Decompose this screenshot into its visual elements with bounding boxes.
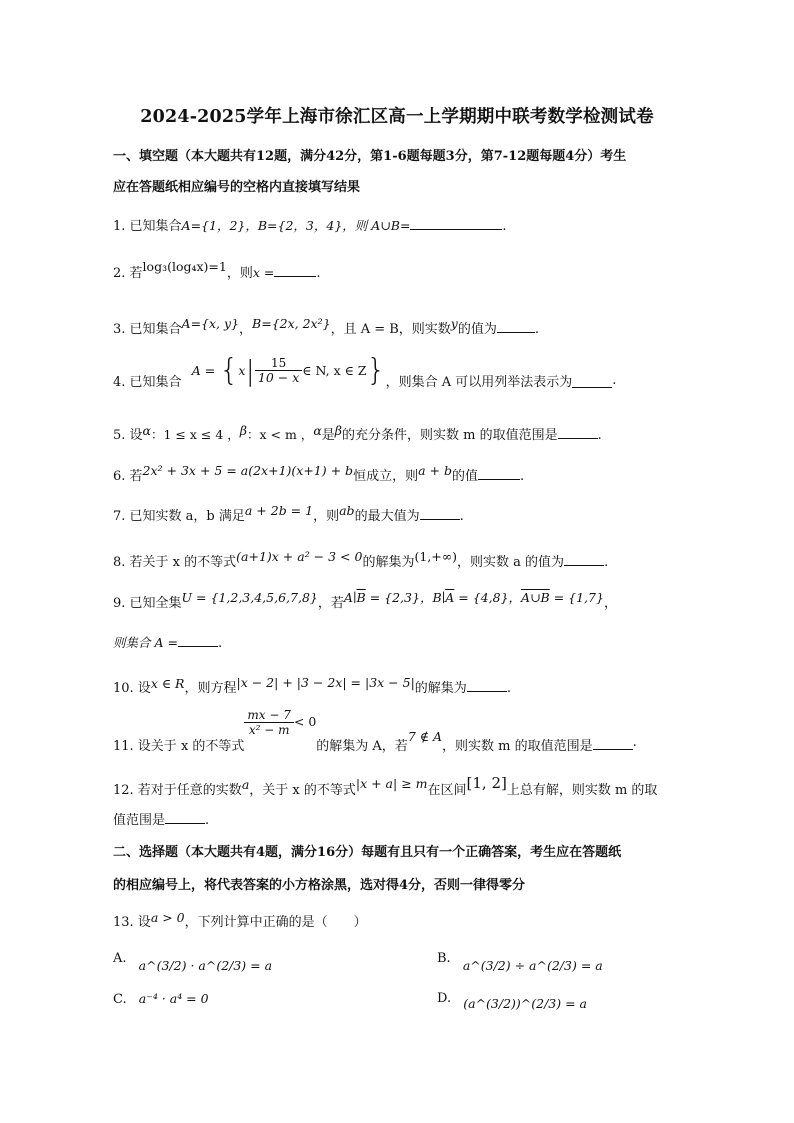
q3-answer-blank[interactable] bbox=[497, 318, 535, 333]
q7-mid: ，则 bbox=[313, 509, 340, 524]
q9-math: U = {1,2,3,4,5,6,7,8} bbox=[181, 590, 318, 605]
q5-answer-blank[interactable] bbox=[558, 424, 598, 439]
q6-math: 2x² + 3x + 5 = a(2x+1)(x+1) + b bbox=[142, 463, 354, 478]
q13-option-a-expr: a^(3/2) · a^(2/3) = a bbox=[138, 958, 273, 973]
q5-prefix: 5. 设 bbox=[113, 428, 143, 443]
q3-suffix: 的值为 bbox=[457, 322, 497, 337]
q11-ineq: < 0 bbox=[293, 714, 317, 729]
q5-suffix: 的充分条件，则实数 m 的取值范围是 bbox=[342, 428, 558, 443]
q11-frac-num: mx − 7 bbox=[244, 708, 293, 723]
q3-sep: ， bbox=[239, 322, 253, 337]
q9-c1b: $\overline{B}$ bbox=[356, 590, 366, 605]
question-12 bbox=[113, 774, 658, 798]
q9-c2c: = {4,8} bbox=[454, 590, 509, 605]
q11-fraction bbox=[244, 708, 293, 737]
q9-c3a: ， bbox=[508, 590, 522, 605]
q4-bar: | bbox=[245, 354, 255, 387]
q12-mid: ，关于 x 的不等式 bbox=[249, 783, 356, 798]
question-13 bbox=[113, 911, 367, 930]
q4-set-x: x bbox=[238, 363, 246, 378]
q11-prefix: 11. 设关于 x 的不等式 bbox=[113, 739, 245, 754]
q9-c1a: A∣ bbox=[343, 590, 357, 605]
question-3 bbox=[113, 318, 539, 337]
q3-end: . bbox=[534, 322, 540, 337]
q13-option-a[interactable] bbox=[113, 950, 273, 973]
question-11 bbox=[113, 708, 637, 754]
q13-option-b-label: B. bbox=[437, 951, 451, 966]
section2-header-line2: 的相应编号上，将代表答案的小方格涂黑，选对得4分，否则一律得零分 bbox=[113, 878, 526, 893]
q3-math2: B={2x, 2x²} bbox=[252, 316, 331, 331]
q10-prefix: 10. 设 bbox=[113, 681, 151, 696]
question-6 bbox=[113, 465, 524, 484]
q13-option-d-expr: (a^(3/2))^(2/3) = a bbox=[463, 996, 588, 1011]
q9-c2b: $\overline{A}$ bbox=[445, 590, 455, 605]
q2-math2: x = bbox=[252, 265, 275, 280]
q9-cond1 bbox=[344, 590, 420, 605]
q6-mid: 恒成立，则 bbox=[353, 469, 419, 484]
q9-cond2 bbox=[420, 590, 509, 605]
section1-header-line2: 应在答题纸相应编号的空格内直接填写结果 bbox=[113, 180, 361, 195]
question-4 bbox=[113, 351, 616, 390]
q1-math: A={1，2}，B={2，3，4}，则 A∪B= bbox=[181, 218, 411, 233]
q9-c2a: ，B∣ bbox=[419, 590, 446, 605]
q11-math: 7 ∉ A bbox=[407, 729, 442, 744]
question-7 bbox=[113, 505, 464, 524]
question-9-line2 bbox=[113, 632, 222, 651]
q6-prefix: 6. 若 bbox=[113, 469, 143, 484]
q6-math2: a + b bbox=[418, 463, 452, 478]
q8-mid: 的解集为 bbox=[362, 555, 415, 570]
q13-option-b[interactable] bbox=[437, 950, 603, 973]
q7-math: a + 2b = 1 bbox=[244, 503, 314, 518]
q7-math2: ab bbox=[339, 503, 355, 518]
q5-beta2: β bbox=[334, 423, 343, 438]
question-5 bbox=[113, 424, 602, 443]
q13-math: a > 0 bbox=[150, 910, 185, 925]
q13-option-d[interactable] bbox=[437, 990, 588, 1011]
q12-math2: [1, 2] bbox=[466, 774, 507, 792]
q5-c2: ：x < m ， bbox=[247, 427, 314, 442]
q4-cond: ∈ N, x ∈ Z bbox=[302, 363, 367, 378]
q6-suffix: 的值 bbox=[451, 469, 478, 484]
q11-answer-blank[interactable] bbox=[593, 735, 633, 750]
q6-answer-blank[interactable] bbox=[478, 465, 520, 480]
q8-end: . bbox=[604, 555, 609, 570]
q2-answer-blank[interactable] bbox=[274, 262, 316, 277]
section1-header-line1: 一、填空题（本大题共有12题，满分42分，第1-6题每题3分，第7-12题每题4分）考生 bbox=[113, 149, 627, 164]
q8-math2: (1,+∞) bbox=[414, 549, 458, 564]
q8-suffix: ，则实数 a 的值为 bbox=[457, 555, 565, 570]
q10-math2: |x − 2| + |3 − 2x| = |3x − 5| bbox=[236, 675, 415, 690]
q5-c1: ：1 ≤ x ≤ 4 ， bbox=[151, 427, 240, 442]
q9-end2: . bbox=[217, 636, 223, 651]
q13-option-c-label: C. bbox=[113, 992, 127, 1007]
q2-end: . bbox=[316, 266, 321, 281]
q11-suffix: ，则实数 m 的取值范围是 bbox=[442, 739, 593, 754]
q4-left-brace: { bbox=[219, 353, 239, 388]
q12-end: . bbox=[205, 813, 210, 828]
q9-prefix: 9. 已知全集 bbox=[113, 596, 182, 611]
q4-set-lhs: A = bbox=[191, 363, 216, 378]
q13-prefix: 13. 设 bbox=[113, 915, 151, 930]
q12-suffix: 上总有解，则实数 m 的取 bbox=[506, 783, 658, 798]
q4-end: . bbox=[612, 373, 617, 388]
q12-prefix: 12. 若对于任意的实数 bbox=[113, 783, 242, 798]
section2-header-line1: 二、选择题（本大题共有4题，满分16分）每题有且只有一个正确答案，考生应在答题纸 bbox=[113, 845, 622, 860]
question-1 bbox=[113, 215, 507, 234]
q5-mid: 是 bbox=[321, 428, 335, 443]
q2-mid: ，则 bbox=[226, 266, 253, 281]
q1-answer-blank[interactable] bbox=[410, 215, 502, 230]
q12-var: a bbox=[241, 777, 250, 792]
q7-suffix: 的最大值为 bbox=[354, 509, 420, 524]
q4-suffix: ，则集合 A 可以用列举法表示为 bbox=[385, 375, 573, 390]
page-title: 2024-2025学年上海市徐汇区高一上学期期中联考数学检测试卷 bbox=[140, 107, 654, 127]
q7-end: . bbox=[459, 509, 464, 524]
q4-frac-den: 10 − x bbox=[257, 370, 300, 385]
q1-prefix: 1. 已知集合 bbox=[113, 219, 182, 234]
q13-suffix: ，下列计算中正确的是（ ） bbox=[184, 915, 367, 930]
q10-answer-blank[interactable] bbox=[467, 677, 507, 692]
q8-prefix: 8. 若关于 x 的不等式 bbox=[113, 555, 237, 570]
q13-option-d-label: D. bbox=[437, 991, 452, 1006]
q11-mid: 的解集为 A，若 bbox=[316, 739, 408, 754]
q10-suffix: 的解集为 bbox=[414, 681, 467, 696]
q4-frac-num: 15 bbox=[255, 356, 302, 371]
q13-option-b-expr: a^(3/2) ÷ a^(2/3) = a bbox=[462, 958, 603, 973]
q9-cond3 bbox=[509, 590, 604, 605]
q9-c1c: = {2,3} bbox=[365, 590, 420, 605]
q10-end: . bbox=[506, 681, 511, 696]
q5-alpha: α bbox=[142, 423, 151, 438]
q11-end: . bbox=[632, 735, 637, 750]
q10-math: x ∈ R bbox=[150, 676, 185, 691]
q9-c3b: A∪B bbox=[521, 590, 550, 605]
q13-option-c[interactable] bbox=[113, 991, 209, 1007]
q5-alpha2: α bbox=[313, 423, 322, 438]
q13-option-a-label: A. bbox=[113, 951, 127, 966]
q2-math: log₃(log₄x)=1 bbox=[142, 259, 227, 274]
q3-mid: ，且 A = B，则实数 bbox=[330, 322, 451, 337]
q8-math: (a+1)x + a² − 3 < 0 bbox=[236, 549, 363, 564]
q13-option-c-expr: a⁻⁴ · a⁴ = 0 bbox=[138, 991, 209, 1006]
q1-end: . bbox=[502, 219, 507, 234]
q12-mid2: 在区间 bbox=[427, 783, 467, 798]
q12-math: |x + a| ≥ m bbox=[355, 776, 428, 791]
q4-fraction bbox=[255, 356, 302, 385]
q12-answer-blank[interactable] bbox=[165, 809, 205, 824]
question-9 bbox=[113, 592, 617, 611]
question-8 bbox=[113, 551, 608, 570]
q9-answer-blank[interactable] bbox=[178, 632, 218, 647]
q9-mid: ，若 bbox=[317, 596, 344, 611]
question-10 bbox=[113, 677, 511, 696]
q9-c3c: = {1,7} bbox=[549, 590, 604, 605]
q11-frac-den: x² − m bbox=[248, 723, 290, 737]
q4-right-brace: } bbox=[366, 353, 386, 388]
q4-prefix: 4. 已知集合 bbox=[113, 375, 182, 390]
q5-end: . bbox=[597, 428, 602, 443]
q6-end: . bbox=[519, 469, 525, 484]
q3-var: y bbox=[450, 316, 458, 331]
q9-end1: ， bbox=[603, 596, 617, 611]
q4-answer-blank[interactable] bbox=[572, 373, 612, 388]
question-2 bbox=[113, 259, 321, 281]
q7-prefix: 7. 已知实数 a，b 满足 bbox=[113, 509, 245, 524]
question-12-line2 bbox=[113, 809, 209, 828]
q3-prefix: 3. 已知集合 bbox=[113, 322, 182, 337]
q2-prefix: 2. 若 bbox=[113, 266, 143, 281]
q8-answer-blank[interactable] bbox=[564, 551, 604, 566]
q9-line2: 则集合 A = bbox=[113, 635, 178, 650]
q3-math: A={x, y} bbox=[181, 316, 240, 331]
q12-line2: 值范围是 bbox=[113, 813, 166, 828]
q7-answer-blank[interactable] bbox=[420, 505, 460, 520]
q5-beta: β bbox=[239, 423, 248, 438]
q10-mid: ，则方程 bbox=[184, 681, 237, 696]
